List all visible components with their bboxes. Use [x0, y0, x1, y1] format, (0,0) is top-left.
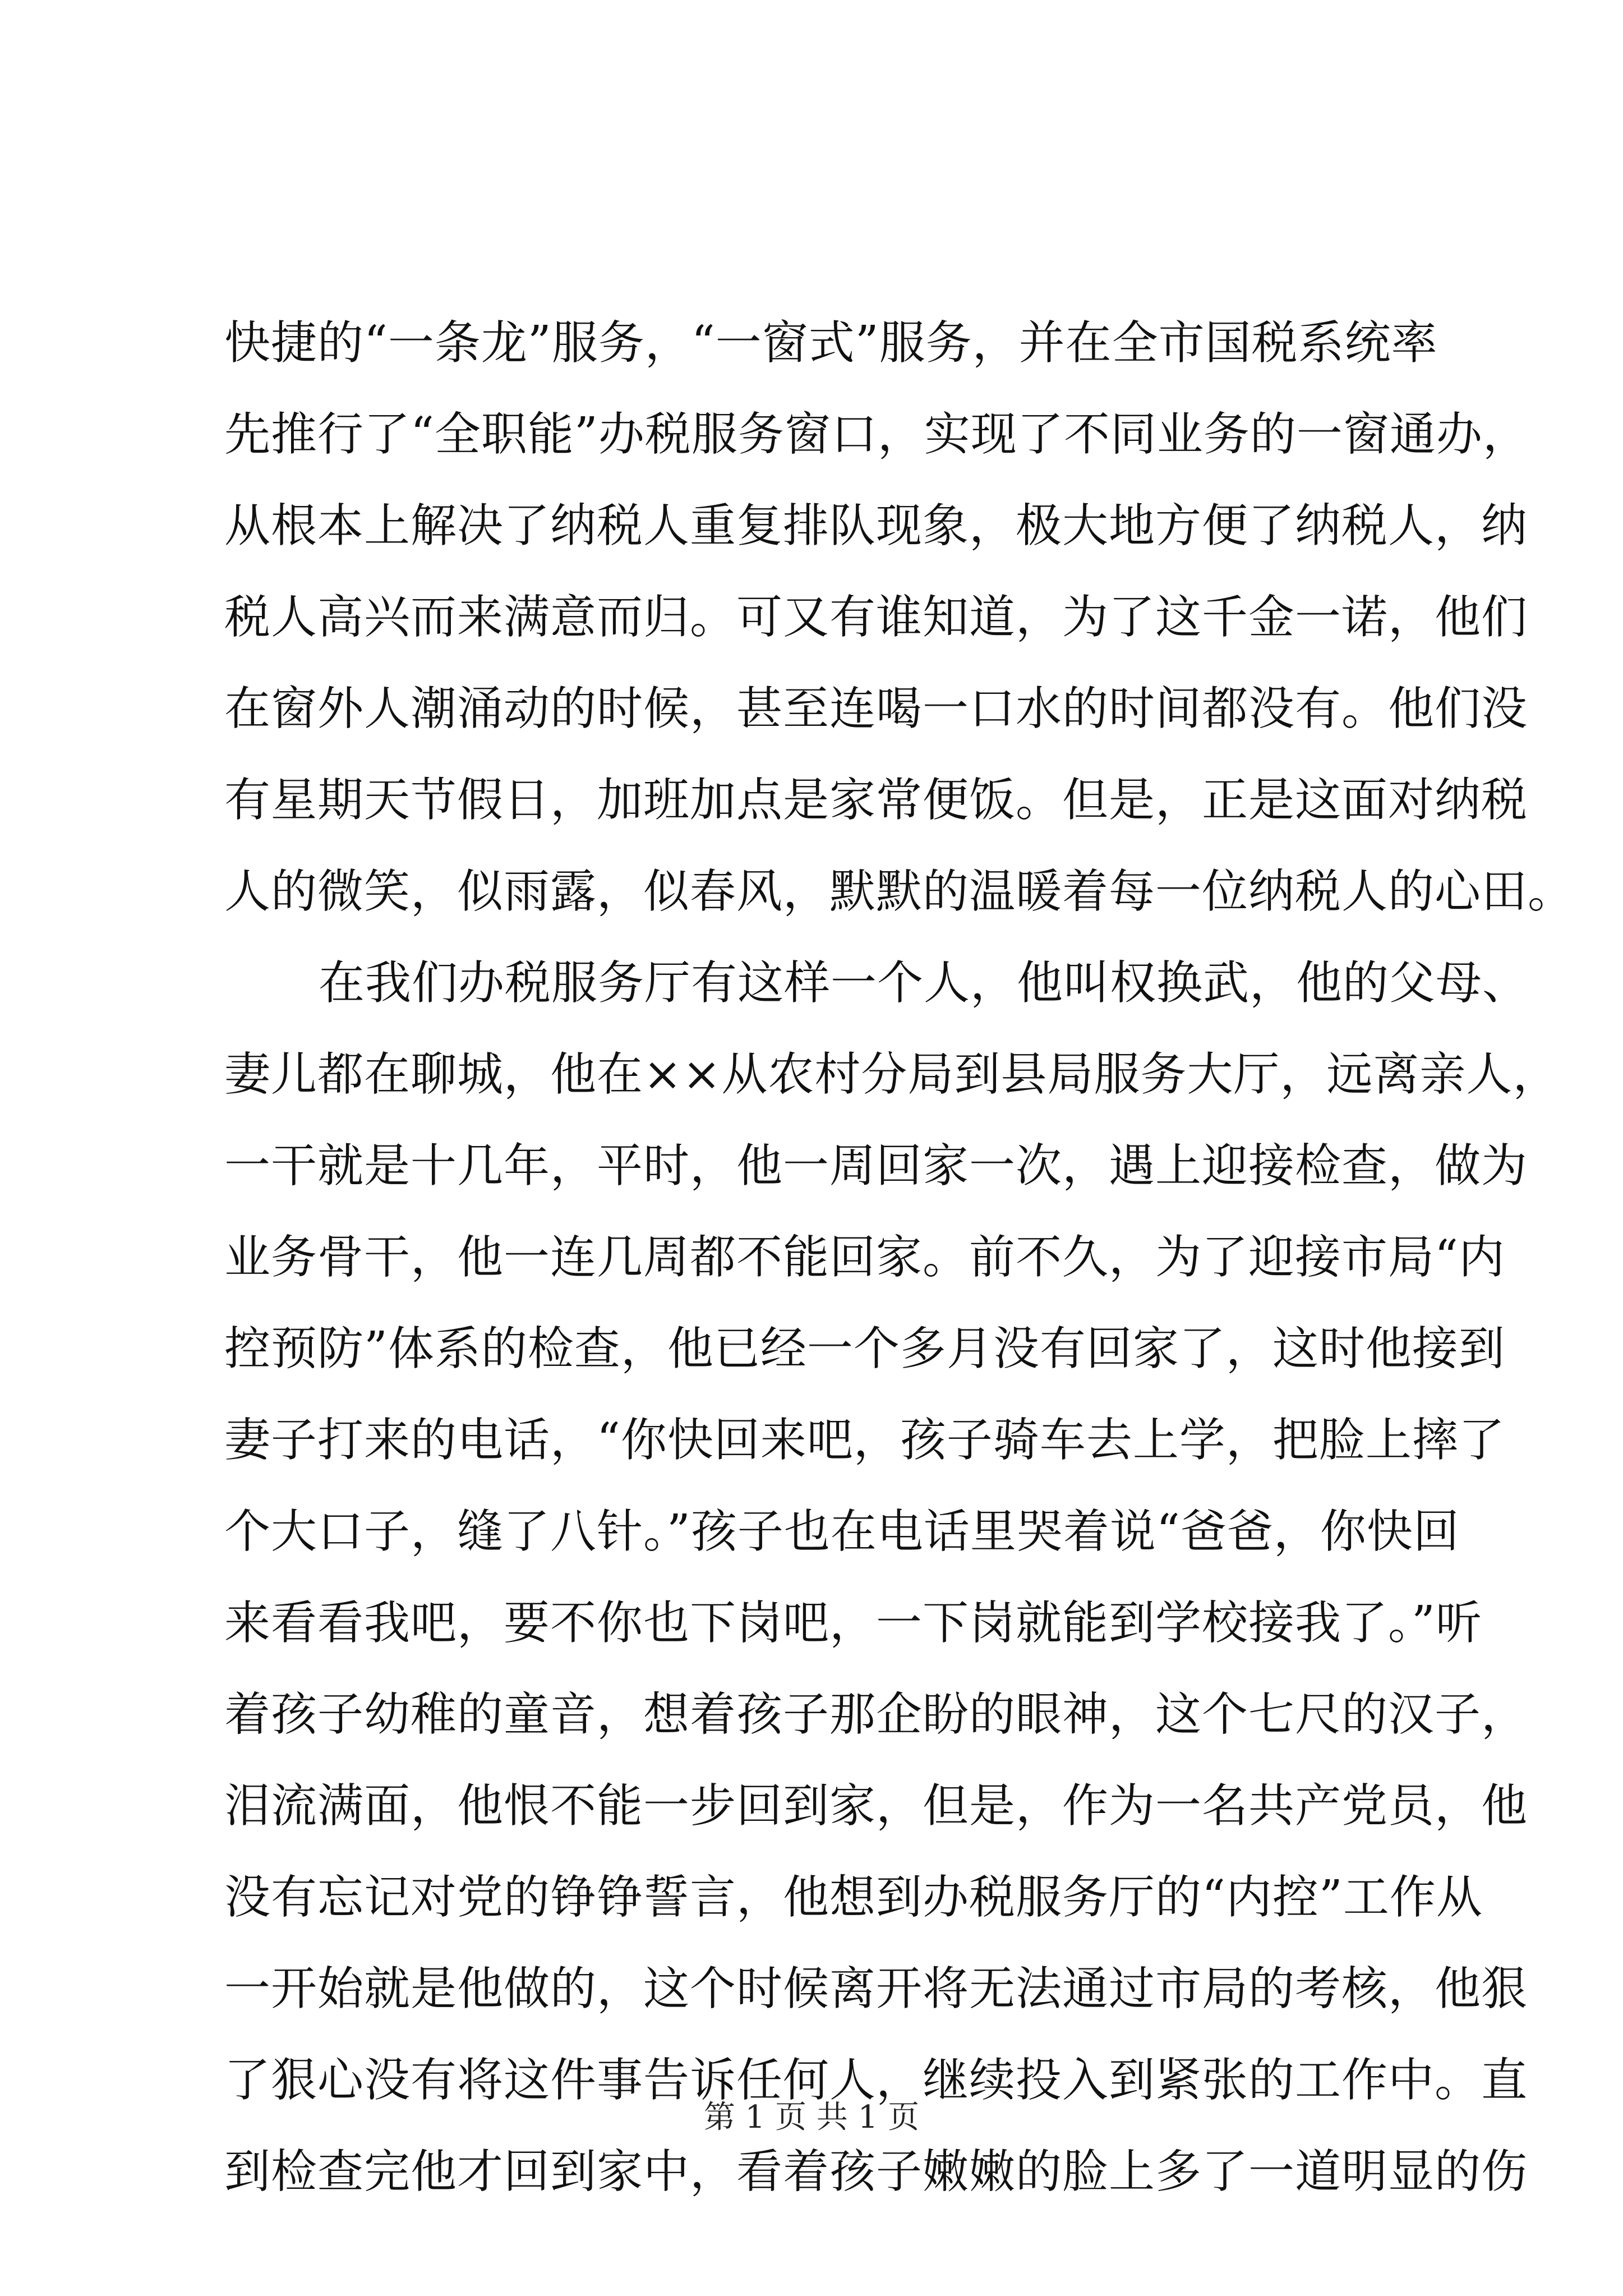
text-line: 在我们办税服务厅有这样一个人，他叫权换武，他的父母、	[319, 956, 1529, 1010]
text-line: 了狠心没有将这件事告诉任何人，继续投入到紧张的工作中。直	[224, 2054, 1528, 2107]
text-line: 到检查完他才回到家中，看着孩子嫩嫩的脸上多了一道明显的伤	[224, 2145, 1528, 2198]
text-line: 妻儿都在聊城，他在××从农村分局到县局服务大厅，远离亲人，	[224, 1048, 1560, 1101]
text-line: 一开始就是他做的，这个时候离开将无法通过市局的考核，他狠	[224, 1962, 1528, 2016]
text-line: 来看看我吧，要不你也下岗吧，一下岗就能到学校接我了。”听	[224, 1596, 1482, 1650]
text-line: 税人高兴而来满意而归。可又有谁知道，为了这千金一诺，他们	[224, 591, 1528, 644]
text-line: 控预防”体系的检查，他已经一个多月没有回家了，这时他接到	[224, 1322, 1505, 1375]
text-line: 一干就是十几年，平时，他一周回家一次，遇上迎接检查，做为	[224, 1139, 1528, 1193]
text-line: 有星期天节假日，加班加点是家常便饭。但是，正是这面对纳税	[224, 774, 1528, 827]
text-line: 个大口子，缝了八针。”孩子也在电话里哭着说“爸爸，你快回	[224, 1505, 1460, 1558]
text-line: 泪流满面，他恨不能一步回到家，但是，作为一名共产党员，他	[224, 1779, 1528, 1833]
text-line: 业务骨干，他一连几周都不能回家。前不久，为了迎接市局“内	[224, 1231, 1505, 1284]
text-line: 人的微笑，似雨露，似春风，默默的温暖着每一位纳税人的心田。	[224, 865, 1575, 918]
text-line: 着孩子幼稚的童音，想着孩子那企盼的眼神，这个七尺的汉子，	[224, 1688, 1528, 1741]
text-line: 妻子打来的电话，“你快回来吧，孩子骑车去上学，把脸上摔了	[224, 1414, 1505, 1467]
page-footer	[0, 2095, 1623, 2140]
text-line: 先推行了“全职能”办税服务窗口，实现了不同业务的一窗通办，	[224, 408, 1529, 461]
body-text	[224, 297, 1575, 2217]
text-line: 没有忘记对党的铮铮誓言，他想到办税服务厅的“内控”工作从	[224, 1871, 1483, 1924]
text-line: 从根本上解决了纳税人重复排队现象，极大地方便了纳税人，纳	[224, 499, 1528, 553]
text-line: 快捷的“一条龙”服务，“一窗式”服务，并在全市国税系统率	[224, 316, 1438, 370]
text-line: 在窗外人潮涌动的时候，甚至连喝一口水的时间都没有。他们没	[224, 682, 1528, 735]
page-number-label: 第 1 页 共 1 页	[703, 2099, 920, 2136]
